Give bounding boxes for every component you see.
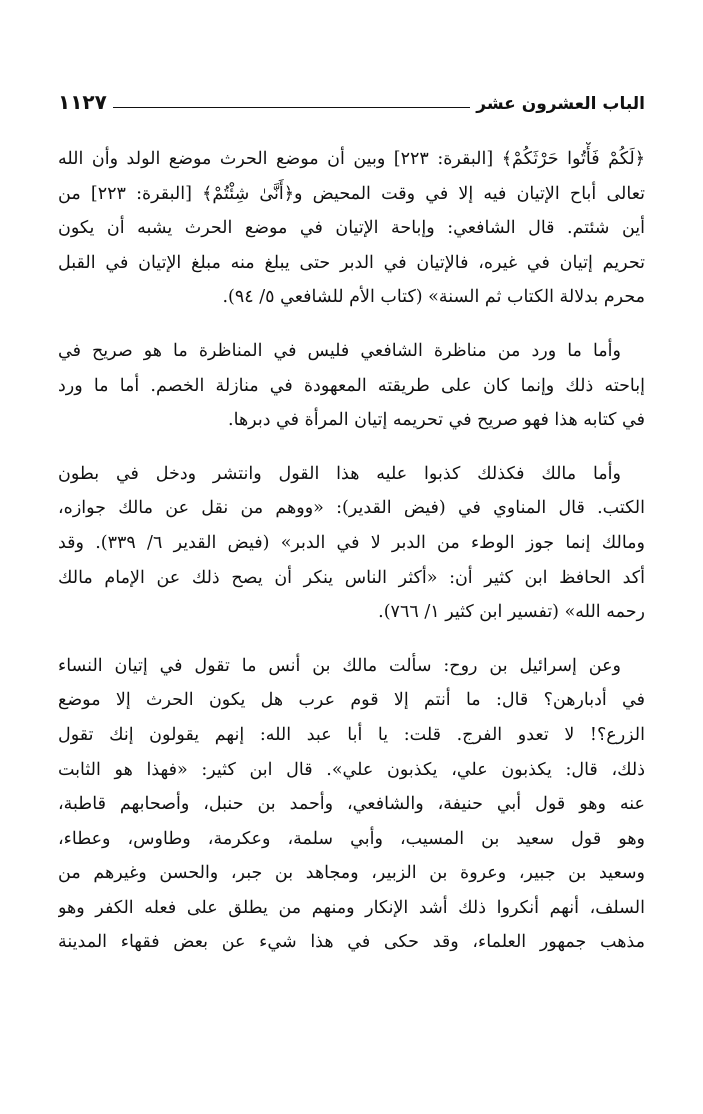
text-line: إباحته ذلك وإنما كان على طريقته المعهودة في منازلة الخصم. أما ما ورد	[58, 375, 645, 396]
body-text	[58, 142, 645, 979]
text-line: ومالك إنما جوز الوطء من الدبر لا في الدبر» (فيض القدير ٦/ ٣٣٩). وقد	[58, 532, 645, 553]
text-line: رحمه الله» (تفسير ابن كثير ١/ ٧٦٦).	[378, 602, 645, 623]
running-header	[58, 84, 645, 114]
paragraph-1	[58, 142, 645, 315]
text-line: في كتابه هذا فهو صريح في تحريمه إتيان المرأة في دبرها.	[228, 410, 645, 431]
text-line: تحريم إتيان في غيره، فالإتيان في الدبر حتى يبلغ منه مبلغ الإتيان في القبل	[58, 252, 645, 273]
text-line: تعالى أباح الإتيان فيه إلا في وقت المحيض و﴿أَنَّىٰ شِئْتُمْ﴾ [البقرة: ٢٢٣] من	[58, 183, 645, 204]
chapter-title: الباب العشرون عشر	[476, 94, 645, 114]
text-line: مذهب جمهور العلماء، وقد حكى في هذا شيء عن بعض فقهاء المدينة	[58, 932, 645, 953]
text-line: أكد الحافظ ابن كثير أن: «أكثر الناس ينكر أن يصح ذلك عن الإمام مالك	[58, 567, 645, 588]
text-line: وأما ما ورد من مناظرة الشافعي فليس في المناظرة ما هو صريح في	[58, 340, 621, 361]
text-line: الزرع؟! لا تعدو الفرج. قلت: يا أبا عبد الله: إنهم يقولون إنك تقول	[58, 724, 645, 745]
paragraph-2	[58, 334, 645, 438]
text-line: عنه وهو قول أبي حنيفة، والشافعي، وأحمد بن حنبل، وأصحابهم قاطبة،	[58, 794, 645, 815]
text-line: الكتب. قال المناوي في (فيض القدير): «ووهم من نقل عن مالك جوازه،	[58, 498, 645, 519]
text-line: وسعيد بن جبير، وعروة بن الزبير، ومجاهد بن جبر، والحسن وغيرهم من	[58, 863, 645, 884]
text-line: في أدبارهن؟ قال: ما أنتم إلا قوم عرب هل يكون الحرث إلا موضع	[58, 690, 645, 711]
paragraph-3	[58, 457, 645, 630]
text-line: ﴿لَكُمْ فَأْتُوا حَرْثَكُمْ﴾ [البقرة: ٢٢٣] وبين أن موضع الحرث موضع الولد وأن الله	[58, 149, 645, 169]
text-line: أين شئتم. قال الشافعي: وإباحة الإتيان في موضع الحرث يشبه أن يكون	[58, 218, 645, 239]
text-line: وهو قول سعيد بن المسيب، وأبي سلمة، وعكرمة، وطاوس، وعطاء،	[58, 828, 645, 849]
paragraph-4	[58, 649, 645, 960]
text-line: ذلك، قال: يكذبون علي، يكذبون علي». قال ابن كثير: «فهذا هو الثابت	[58, 759, 645, 780]
page-number: ١١٢٧	[58, 90, 107, 114]
text-line: محرم بدلالة الكتاب ثم السنة» (كتاب الأم للشافعي ٥/ ٩٤).	[222, 287, 645, 308]
text-line: السلف، أنهم أنكروا ذلك أشد الإنكار ومنهم من يطلق على فعله الكفر وهو	[58, 897, 645, 918]
text-line: وأما مالك فكذلك كذبوا عليه هذا القول وانتشر ودخل في بطون	[58, 463, 621, 484]
header-rule	[113, 107, 470, 108]
text-line: وعن إسرائيل بن روح: سألت مالك بن أنس ما تقول في إتيان النساء	[58, 655, 621, 676]
